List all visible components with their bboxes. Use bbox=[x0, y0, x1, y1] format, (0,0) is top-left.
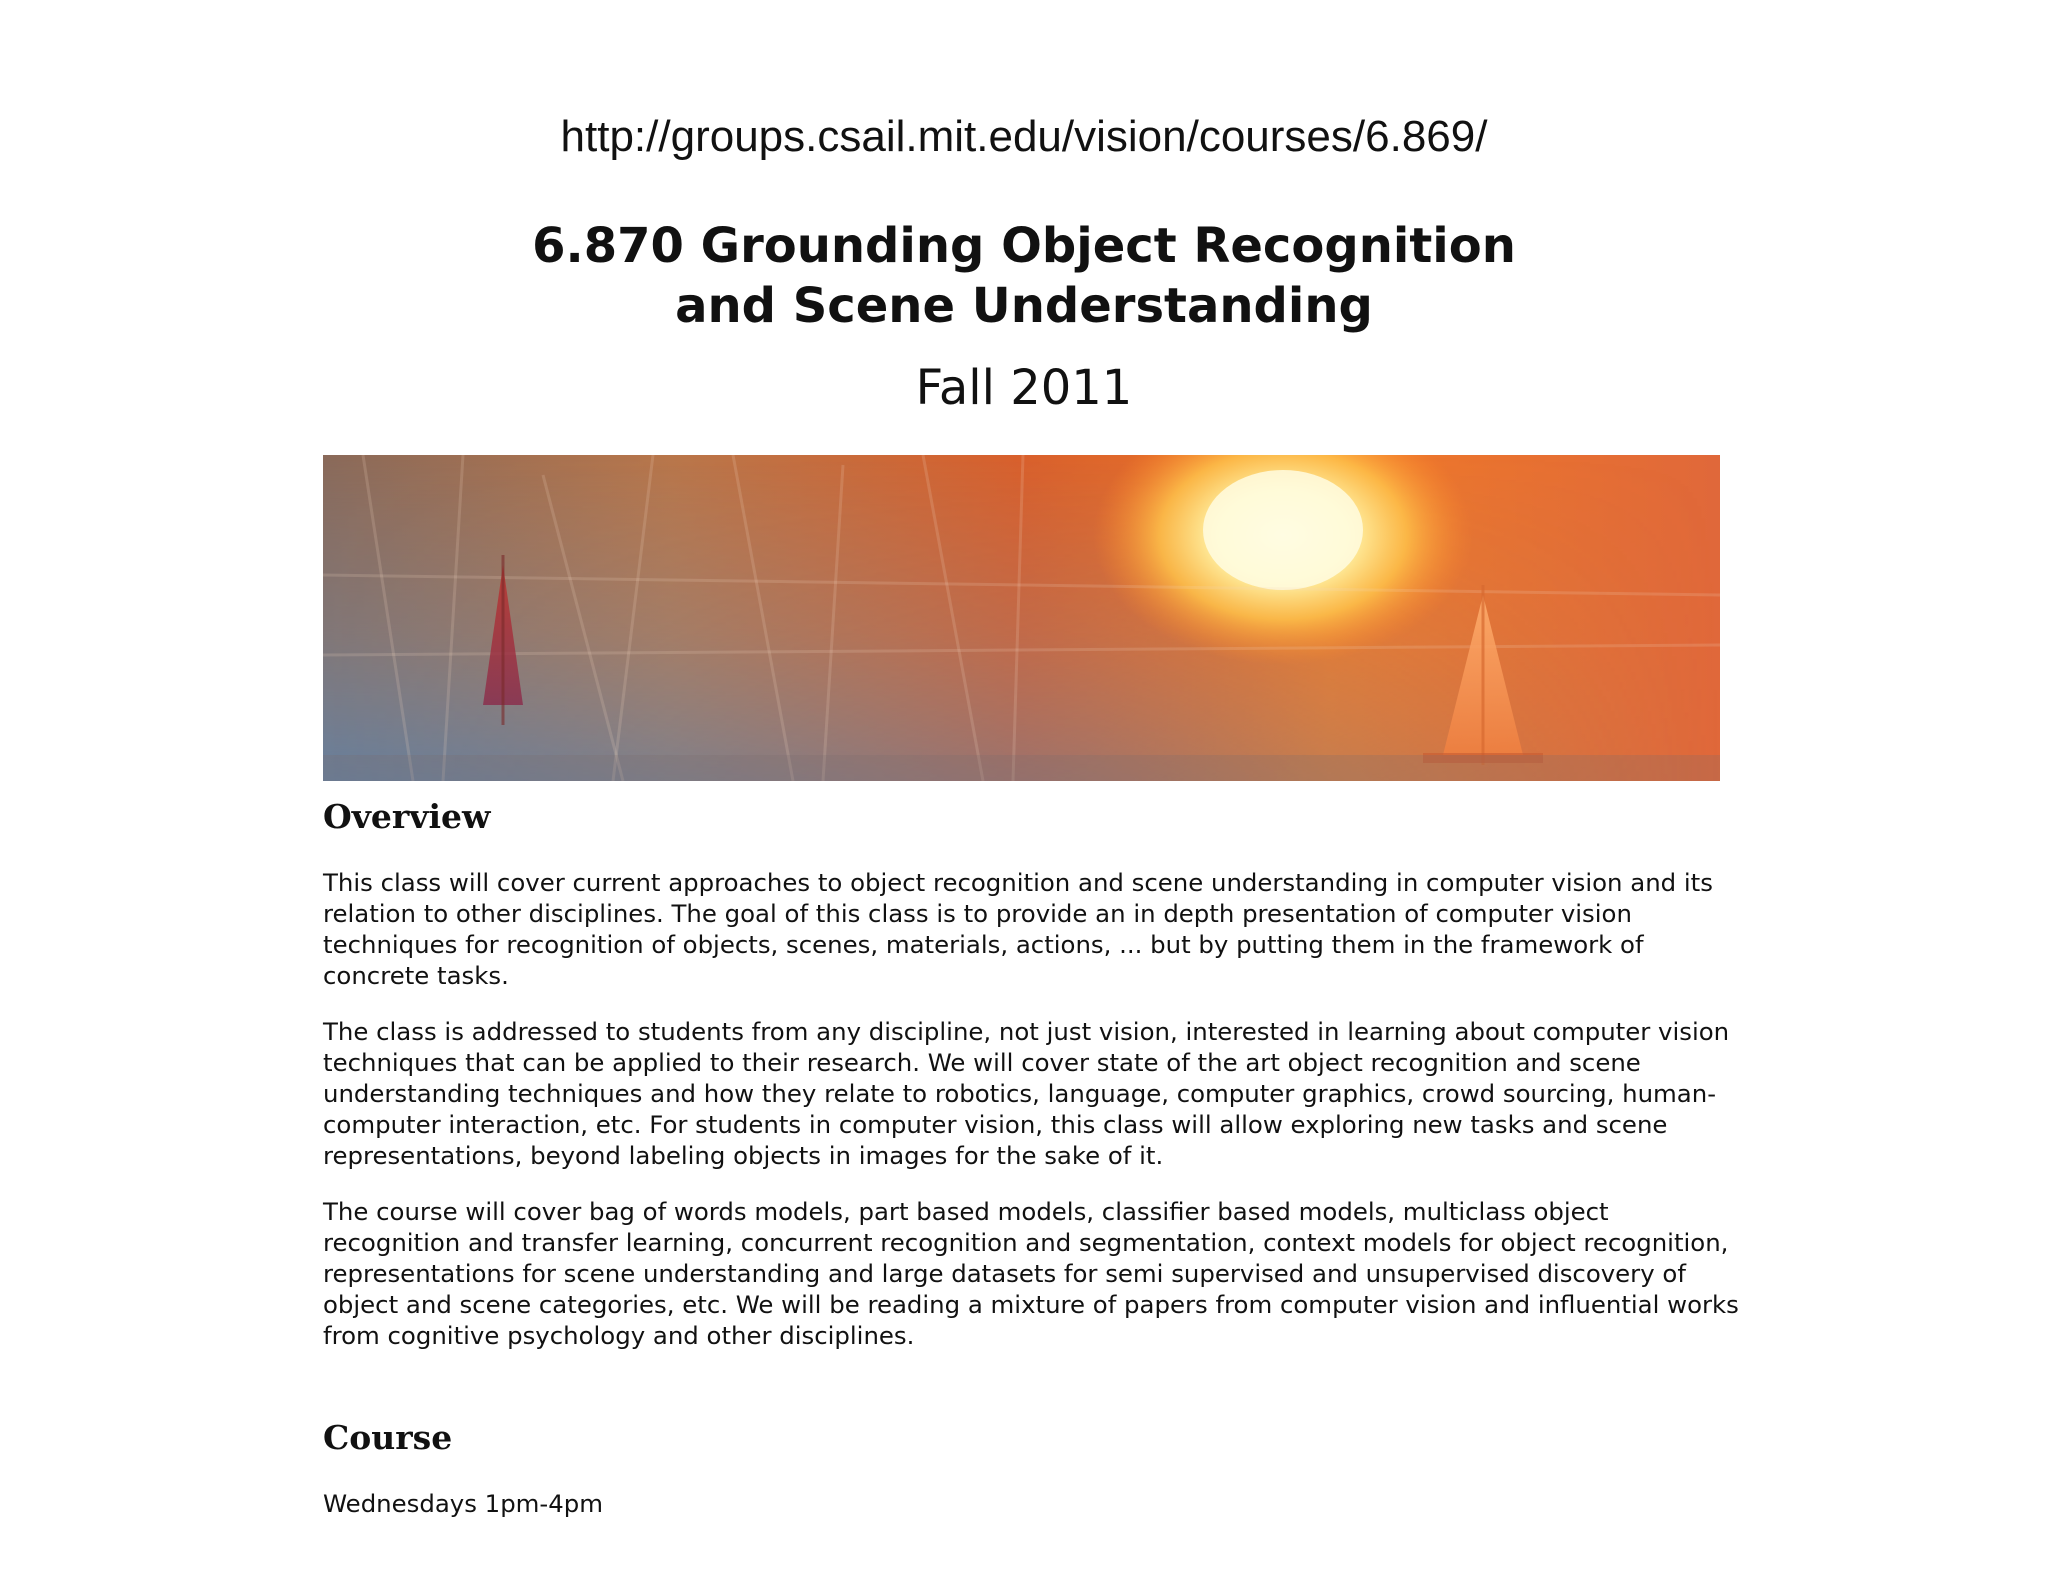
text-line: techniques that can be applied to their research. We will cover state of the art object recognition and scene bbox=[323, 1048, 1641, 1078]
course-schedule bbox=[323, 1488, 1723, 1519]
page-title-line-2: and Scene Understanding bbox=[675, 278, 1373, 334]
text-line: from cognitive psychology and other disciplines. bbox=[323, 1321, 915, 1351]
banner-image bbox=[323, 455, 1720, 781]
text-line: This class will cover current approaches to object recognition and scene understanding in computer vision and its bbox=[323, 868, 1713, 897]
sunset-sailboats-icon bbox=[323, 455, 1720, 781]
text-line: representations, beyond labeling objects in images for the sake of it. bbox=[323, 1141, 1164, 1171]
overview-paragraph-3 bbox=[323, 1196, 1739, 1351]
text-line: representations for scene understanding and large datasets for semi supervised and unsupervised discovery of bbox=[323, 1259, 1686, 1289]
page-title-line-1: 6.870 Grounding Object Recognition bbox=[532, 218, 1516, 274]
page-title bbox=[0, 216, 2048, 336]
text-line: relation to other disciplines. The goal of this class is to provide an in depth presentation of computer vision bbox=[323, 899, 1632, 929]
semester-label: Fall 2011 bbox=[915, 360, 1133, 416]
overview-paragraph-1 bbox=[323, 867, 1723, 991]
text-line: recognition and transfer learning, concurrent recognition and segmentation, context models for object recognition, bbox=[323, 1228, 1729, 1258]
text-line: The course will cover bag of words models, part based models, classifier based models, multiclass object bbox=[323, 1197, 1609, 1226]
course-heading: Course bbox=[323, 1418, 453, 1457]
text-line: The class is addressed to students from any discipline, not just vision, interested in learning about computer vision bbox=[323, 1017, 1730, 1046]
overview-heading: Overview bbox=[323, 797, 491, 836]
schedule-text: Wednesdays 1pm-4pm bbox=[323, 1489, 603, 1518]
overview-paragraph-2 bbox=[323, 1016, 1730, 1171]
text-line: computer interaction, etc. For students in computer vision, this class will allow exploring new tasks and scene bbox=[323, 1110, 1668, 1140]
course-url[interactable]: http://groups.csail.mit.edu/vision/courses/6.869/ bbox=[560, 112, 1488, 161]
text-line: concrete tasks. bbox=[323, 961, 509, 991]
text-line: understanding techniques and how they relate to robotics, language, computer graphics, crowd sourcing, human- bbox=[323, 1079, 1716, 1109]
text-line: object and scene categories, etc. We will be reading a mixture of papers from computer vision and influential works bbox=[323, 1290, 1739, 1320]
text-line: techniques for recognition of objects, scenes, materials, actions, ... but by putting them in the framework of bbox=[323, 930, 1644, 960]
